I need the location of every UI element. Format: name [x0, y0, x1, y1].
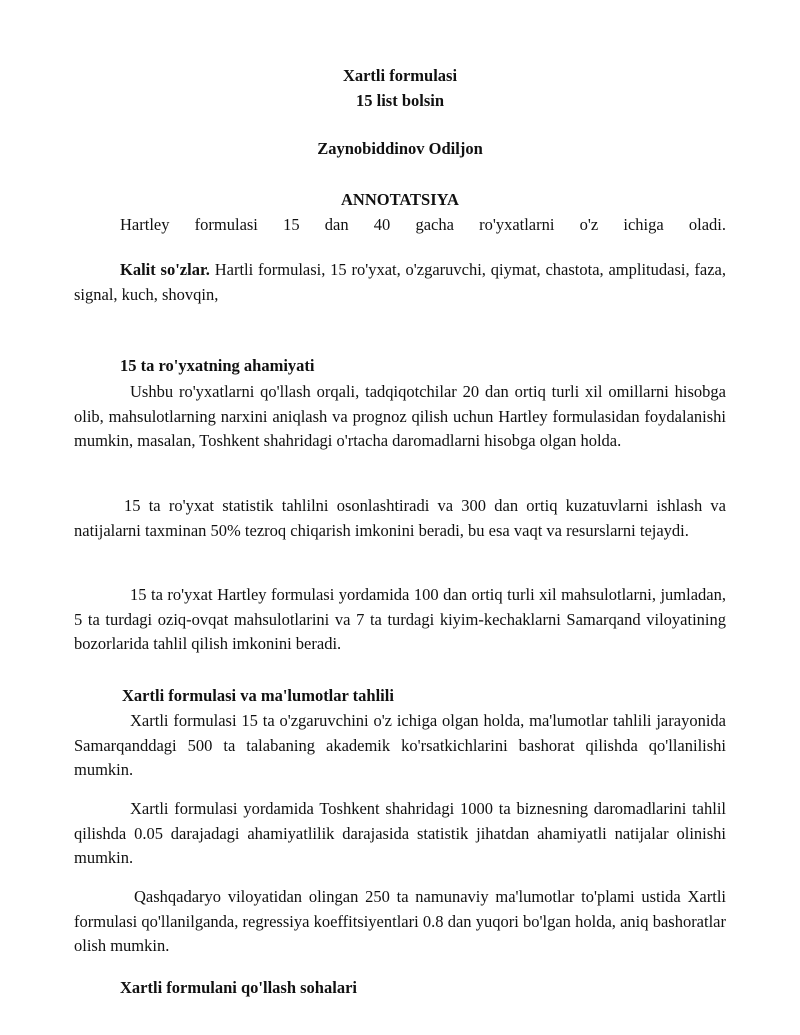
document-title: Xartli formulasi — [342, 66, 458, 85]
annotation-text: Hartley formulasi 15 dan 40 gacha ro'yxatlarni o'z ichiga oladi. — [120, 215, 726, 234]
section1-paragraph-2: 15 ta ro'yxat statistik tahlilni osonlashtiradi va 300 dan ortiq kuzatuvlarni ishlash va natijalarni taxminan 50% tezroq chiqarish imkonini beradi, bu esa vaqt va resurslarni tejaydi. — [74, 496, 726, 540]
section2-paragraph-2: Xartli formulasi yordamida Toshkent shahridagi 1000 ta biznesning daromadlarini tahlil qilishda 0.05 darajadagi ahamiyatlilik darajasida statistik jihatdan ahamiyatli natijalar olinishi mumkin. — [74, 799, 726, 867]
section2-paragraph-1: Xartli formulasi 15 ta o'zgaruvchini o'z ichiga olgan holda, ma'lumotlar tahlili jarayonida Samarqanddagi 500 ta talabaning akademik ko'rsatkichlarini bashorat qilishda qo'llanilishi mumkin. — [74, 711, 726, 779]
document-subtitle: 15 list bolsin — [355, 91, 445, 110]
section1-paragraph-1: Ushbu ro'yxatlarni qo'llash orqali, tadqiqotchilar 20 dan ortiq turli xil omillarni hisobga olib, mahsulotlarning narxini aniqlash va prognoz qilish uchun Hartley formulasidan foydalanishi mumkin, masalan, Toshkent shahridagi o'rtacha daromadlarni hisobga olgan holda. — [74, 382, 726, 450]
author-name: Zaynobiddinov Odiljon — [317, 139, 483, 158]
keywords-text: Hartli formulasi, 15 ro'yxat, o'zgaruvchi, qiymat, chastota, amplitudasi, faza, signal, kuch, shovqin, — [74, 260, 726, 304]
keywords-label: Kalit so'zlar. — [120, 260, 210, 279]
section-heading-3: Xartli formulani qo'llash sohalari — [120, 978, 357, 997]
section-heading-1: 15 ta ro'yxatning ahamiyati — [120, 356, 315, 375]
section1-paragraph-3: 15 ta ro'yxat Hartley formulasi yordamida 100 dan ortiq turli xil mahsulotlarni, jumladan, 5 ta turdagi oziq-ovqat mahsulotlarini va 7 ta turdagi kiyim-kechaklarni Samarqand viloyatining bozorlarida tahlil qilish imkonini beradi. — [74, 585, 726, 653]
keywords-paragraph — [74, 258, 726, 307]
section-heading-2: Xartli formulasi va ma'lumotlar tahlili — [122, 686, 394, 705]
annotation-heading: ANNOTATSIYA — [341, 190, 459, 209]
section2-paragraph-3: Qashqadaryo viloyatidan olingan 250 ta namunaviy ma'lumotlar to'plami ustida Xartli formulasi qo'llanilganda, regressiya koeffitsiyentlari 0.8 dan yuqori bo'lgan holda, aniq bashoratlar olish mumkin. — [74, 887, 726, 955]
